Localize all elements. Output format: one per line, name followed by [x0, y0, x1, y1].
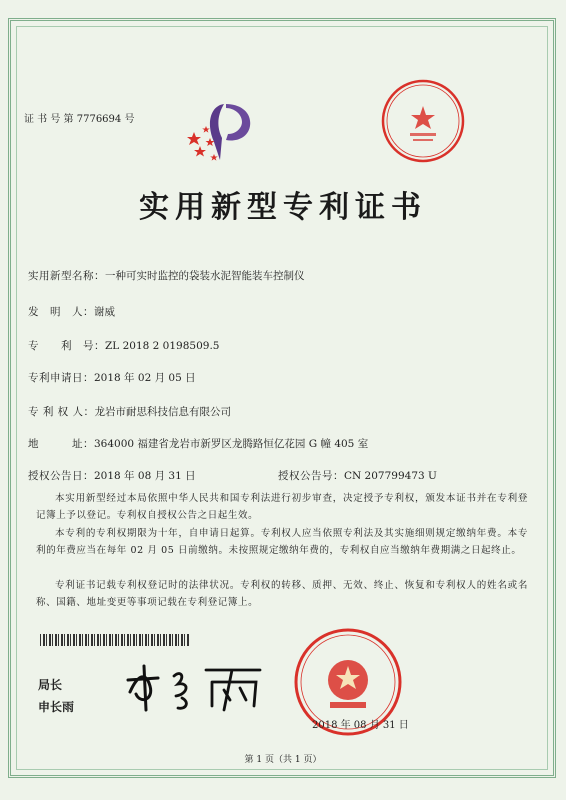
director-signature	[120, 656, 280, 716]
filing-date-value: 2018 年 02 月 05 日	[94, 372, 196, 384]
certificate-number-suffix: 号	[124, 114, 135, 125]
field-patent-number	[28, 334, 219, 353]
patent-number-label: 专 利 号：	[28, 340, 105, 352]
patent-holder-value: 龙岩市耐思科技信息有限公司	[94, 406, 232, 418]
utility-name-label: 实用新型名称：	[28, 270, 105, 282]
address-label: 地 址：	[28, 438, 94, 450]
announce-number-label: 授权公告号：	[278, 470, 344, 482]
patent-number-value: ZL 2018 2 0198509.5	[105, 340, 220, 352]
field-inventor	[28, 300, 115, 319]
inventor-value: 谢威	[94, 306, 115, 318]
announce-date-value: 2018 年 08 月 31 日	[94, 470, 196, 482]
paragraph-legal-status: 专利证书记载专利权登记时的法律状况。专利权的转移、质押、无效、终止、恢复和专利权人的姓名或名称、国籍、地址变更等事项记载在专利登记簿上。	[36, 580, 528, 608]
field-utility-name	[28, 264, 305, 283]
inventor-label: 发 明 人：	[28, 306, 94, 318]
paragraph-term: 本专利的专利权期限为十年，自申请日起算。专利权人应当依照专利法及其实施细则规定缴纳年费。本专利的年费应当在每年 02 月 05 日前缴纳。未按照规定缴纳年费的，专利权自应当缴纳年费期满之日起终止。	[36, 528, 528, 556]
announce-date-label: 授权公告日：	[28, 470, 94, 482]
certificate-number	[24, 110, 134, 125]
certificate-number-label: 证 书 号 第	[24, 114, 74, 125]
seal-date: 2018 年 08 月 31 日	[312, 720, 409, 731]
director-title: 局长	[38, 678, 63, 692]
patent-holder-label: 专 利 权 人：	[28, 406, 95, 418]
patent-office-logo	[180, 98, 270, 170]
utility-name-value: 一种可实时监控的袋装水泥智能装车控制仪	[105, 270, 305, 282]
field-announce-date	[28, 464, 196, 483]
field-address	[28, 432, 368, 451]
page-number: 第 1 页（共 1 页）	[244, 755, 322, 765]
filing-date-label: 专利申请日：	[28, 372, 94, 384]
address-value: 364000 福建省龙岩市新罗区龙腾路恒亿花园 G 幢 405 室	[94, 438, 369, 450]
director-name: 申长雨	[38, 700, 75, 714]
agency-seal	[380, 78, 466, 164]
field-announce-number	[278, 464, 437, 483]
paragraph-grant: 本实用新型经过本局依照中华人民共和国专利法进行初步审查，决定授予专利权，颁发本证书并在专利登记簿上予以登记。专利权自授权公告之日起生效。	[36, 493, 528, 521]
certificate-title: 实用新型专利证书	[139, 190, 427, 225]
inner-border	[16, 26, 548, 770]
barcode	[40, 634, 190, 646]
field-filing-date	[28, 366, 196, 385]
announce-number-value: CN 207799473 U	[344, 470, 437, 482]
certificate-number-value: 7776694	[76, 114, 122, 125]
field-patent-holder	[28, 400, 231, 419]
